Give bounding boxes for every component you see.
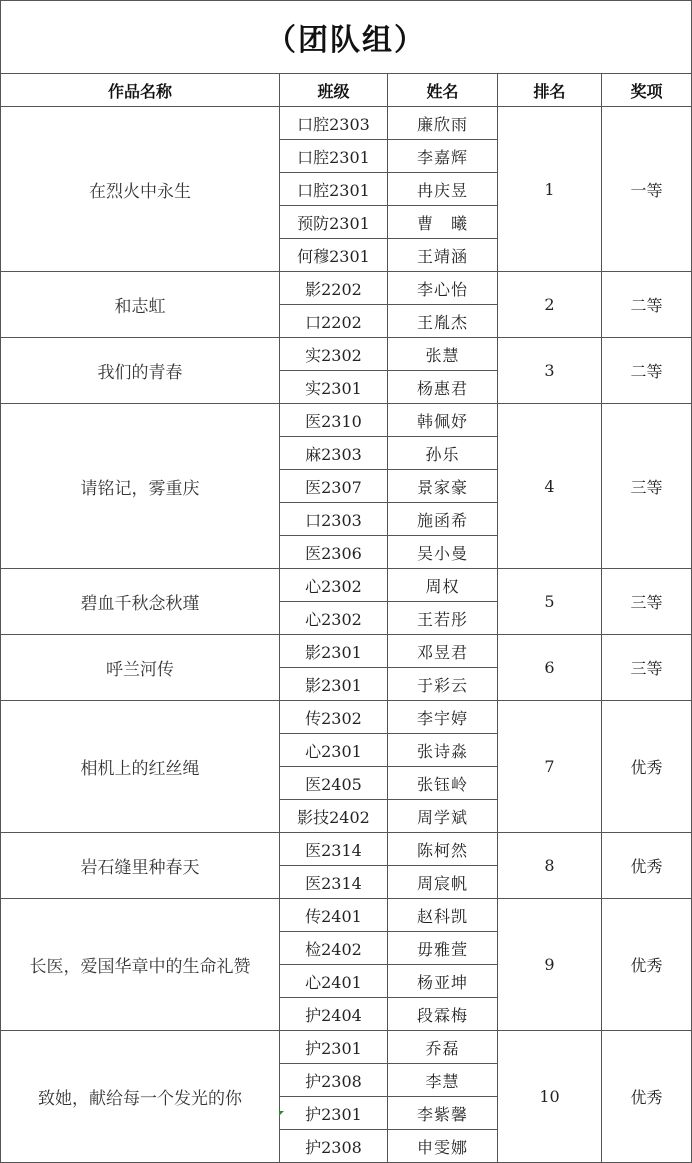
student-name-cell: 廉欣雨 <box>388 107 498 140</box>
student-name-cell: 冉庆昱 <box>388 173 498 206</box>
rank-cell: 10 <box>498 1031 602 1163</box>
student-name-cell: 邓昱君 <box>388 635 498 668</box>
table-row <box>1 107 692 140</box>
class-cell: 心2302 <box>280 602 388 635</box>
student-name-cell: 周权 <box>388 569 498 602</box>
work-title-cell: 和志虹 <box>1 272 280 338</box>
award-cell: 一等 <box>602 107 692 272</box>
table-body <box>1 107 692 1163</box>
student-name-cell: 曹 曦 <box>388 206 498 239</box>
work-title-cell: 致她，献给每一个发光的你 <box>1 1031 280 1163</box>
class-cell: 心2401 <box>280 965 388 998</box>
class-cell: 预防2301 <box>280 206 388 239</box>
student-name-cell: 杨惠君 <box>388 371 498 404</box>
class-cell: 口腔2301 <box>280 140 388 173</box>
work-title-cell: 相机上的红丝绳 <box>1 701 280 833</box>
class-cell: 医2405 <box>280 767 388 800</box>
student-name-cell: 李宇婷 <box>388 701 498 734</box>
class-cell: 医2306 <box>280 536 388 569</box>
award-cell: 三等 <box>602 635 692 701</box>
student-name-cell: 韩佩妤 <box>388 404 498 437</box>
rank-cell: 1 <box>498 107 602 272</box>
student-name-cell: 周学斌 <box>388 800 498 833</box>
rank-cell: 2 <box>498 272 602 338</box>
rank-cell: 3 <box>498 338 602 404</box>
student-name-cell: 李慧 <box>388 1064 498 1097</box>
student-name-cell: 段霖梅 <box>388 998 498 1031</box>
rank-cell: 5 <box>498 569 602 635</box>
rank-cell: 8 <box>498 833 602 899</box>
table-row <box>1 899 692 932</box>
class-cell: 医2307 <box>280 470 388 503</box>
class-cell: 实2302 <box>280 338 388 371</box>
award-cell: 优秀 <box>602 899 692 1031</box>
class-cell: 实2301 <box>280 371 388 404</box>
award-cell: 二等 <box>602 338 692 404</box>
class-cell: 护2308 <box>280 1064 388 1097</box>
student-name-cell: 景家豪 <box>388 470 498 503</box>
award-cell: 三等 <box>602 569 692 635</box>
student-name-cell: 王靖涵 <box>388 239 498 272</box>
class-cell: 医2310 <box>280 404 388 437</box>
class-cell: 医2314 <box>280 866 388 899</box>
header-class: 班级 <box>280 74 388 107</box>
class-cell: 麻2303 <box>280 437 388 470</box>
student-name-cell: 赵科凯 <box>388 899 498 932</box>
class-cell: 口2303 <box>280 503 388 536</box>
work-title-cell: 岩石缝里种春天 <box>1 833 280 899</box>
student-name-cell: 杨亚坤 <box>388 965 498 998</box>
class-cell: 心2301 <box>280 734 388 767</box>
student-name-cell: 毋雅萱 <box>388 932 498 965</box>
student-name-cell: 施函希 <box>388 503 498 536</box>
class-cell: 口2202 <box>280 305 388 338</box>
student-name-cell: 吴小曼 <box>388 536 498 569</box>
student-name-cell: 张诗淼 <box>388 734 498 767</box>
award-cell: 优秀 <box>602 701 692 833</box>
class-cell: 影2301 <box>280 668 388 701</box>
work-title-cell: 碧血千秋念秋瑾 <box>1 569 280 635</box>
class-cell: 传2302 <box>280 701 388 734</box>
class-cell: 何穆2301 <box>280 239 388 272</box>
header-row <box>1 74 692 107</box>
award-cell: 优秀 <box>602 833 692 899</box>
student-name-cell: 李紫馨 <box>388 1097 498 1130</box>
table-row <box>1 701 692 734</box>
work-title-cell: 在烈火中永生 <box>1 107 280 272</box>
student-name-cell: 李心怡 <box>388 272 498 305</box>
student-name-cell: 张钰岭 <box>388 767 498 800</box>
class-cell: 影技2402 <box>280 800 388 833</box>
table-row <box>1 272 692 305</box>
table-row <box>1 338 692 371</box>
class-cell: 心2302 <box>280 569 388 602</box>
student-name-cell: 张慧 <box>388 338 498 371</box>
class-cell: 护2301 <box>280 1031 388 1064</box>
work-title-cell: 长医，爱国华章中的生命礼赞 <box>1 899 280 1031</box>
work-title-cell: 呼兰河传 <box>1 635 280 701</box>
award-cell: 优秀 <box>602 1031 692 1163</box>
student-name-cell: 陈柯然 <box>388 833 498 866</box>
rank-cell: 9 <box>498 899 602 1031</box>
student-name-cell: 乔磊 <box>388 1031 498 1064</box>
class-cell: 护2404 <box>280 998 388 1031</box>
student-name-cell: 周宸帆 <box>388 866 498 899</box>
class-cell: 影2301 <box>280 635 388 668</box>
cell-comment-marker <box>279 1111 284 1116</box>
award-cell: 二等 <box>602 272 692 338</box>
class-cell: 医2314 <box>280 833 388 866</box>
table-row <box>1 1031 692 1064</box>
student-name-cell: 王若彤 <box>388 602 498 635</box>
class-cell: 口腔2303 <box>280 107 388 140</box>
work-title-cell: 我们的青春 <box>1 338 280 404</box>
student-name-cell: 申雯娜 <box>388 1130 498 1163</box>
rank-cell: 6 <box>498 635 602 701</box>
title-row <box>1 1 692 74</box>
header-name: 姓名 <box>388 74 498 107</box>
rank-cell: 4 <box>498 404 602 569</box>
class-cell: 传2401 <box>280 899 388 932</box>
work-title-cell: 请铭记，雾重庆 <box>1 404 280 569</box>
student-name-cell: 孙乐 <box>388 437 498 470</box>
student-name-cell: 李嘉辉 <box>388 140 498 173</box>
student-name-cell: 王胤杰 <box>388 305 498 338</box>
table-row <box>1 635 692 668</box>
class-cell: 护2301 <box>280 1097 388 1130</box>
table-row <box>1 833 692 866</box>
table-title: （团队组） <box>1 1 692 74</box>
rank-cell: 7 <box>498 701 602 833</box>
header-award: 奖项 <box>602 74 692 107</box>
header-work: 作品名称 <box>1 74 280 107</box>
class-cell: 护2308 <box>280 1130 388 1163</box>
class-cell: 口腔2301 <box>280 173 388 206</box>
table-row <box>1 569 692 602</box>
header-rank: 排名 <box>498 74 602 107</box>
class-cell: 检2402 <box>280 932 388 965</box>
award-cell: 三等 <box>602 404 692 569</box>
student-name-cell: 于彩云 <box>388 668 498 701</box>
table-row <box>1 404 692 437</box>
class-cell: 影2202 <box>280 272 388 305</box>
